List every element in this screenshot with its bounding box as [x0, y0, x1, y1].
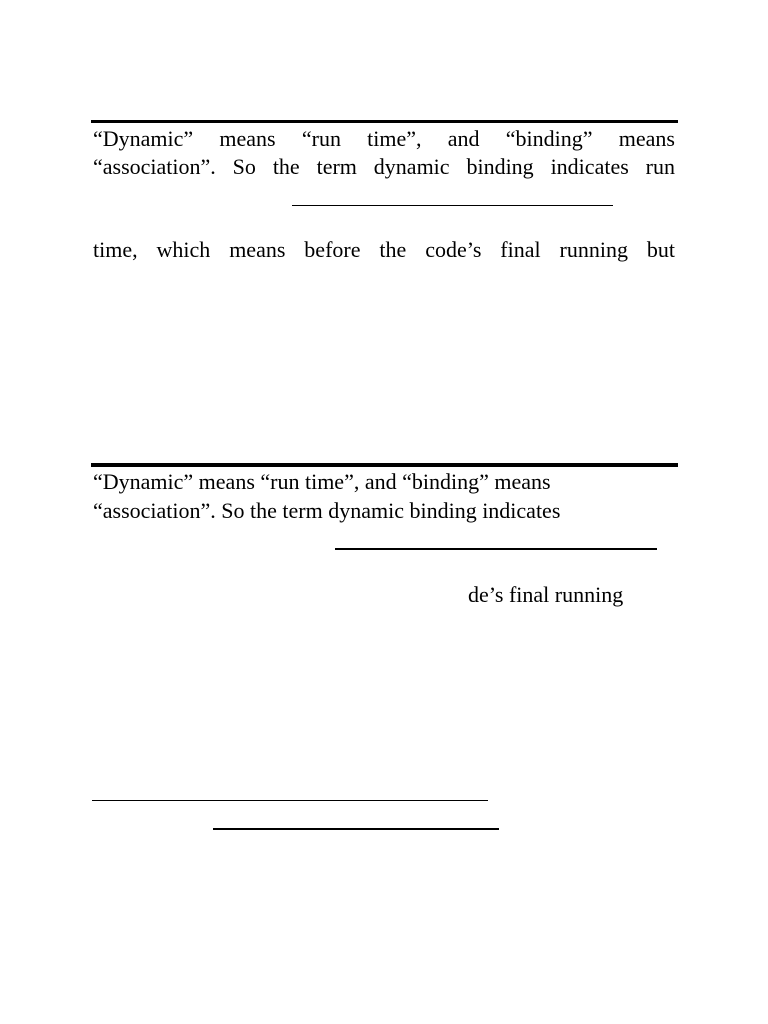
underline-rule-two [335, 548, 657, 550]
paragraph-one-line-3: time, which means before the code’s final running but [93, 237, 675, 262]
bottom-rule-one [92, 800, 488, 801]
top-rule [91, 120, 678, 123]
paragraph-two-line-2: “association”. So the term dynamic binding indicates [93, 498, 561, 523]
bottom-rule-two [213, 828, 499, 830]
underline-rule-one [292, 205, 613, 206]
paragraph-two-line-3: de’s final running [468, 582, 624, 607]
paragraph-two-line-1: “Dynamic” means “run time”, and “binding” means [93, 469, 551, 494]
paragraph-one-line-1: “Dynamic” means “run time”, and “binding” means [93, 126, 675, 151]
second-section-rule [91, 463, 678, 467]
paragraph-one-line-2: “association”. So the term dynamic binding indicates run [93, 154, 675, 179]
